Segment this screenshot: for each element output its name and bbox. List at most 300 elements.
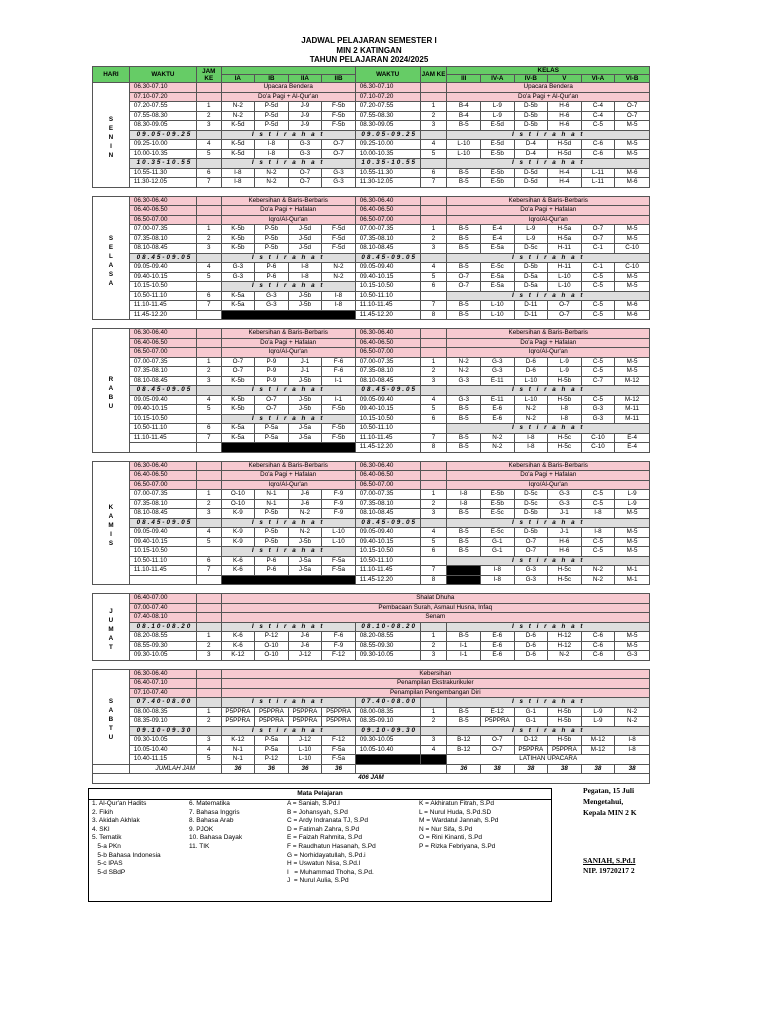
subject-cell-left: O-7 — [255, 405, 289, 415]
subject-cell-right: E-11 — [481, 395, 515, 405]
jam-ke-left — [196, 726, 221, 736]
activity-left: I s t i r a h a t — [221, 159, 355, 169]
jam-ke-left — [196, 159, 221, 169]
subject-cell-left: J-6 — [288, 641, 322, 651]
subject-cell-right: M-5 — [615, 641, 650, 651]
schedule-row — [93, 348, 650, 358]
jam-ke-left — [196, 698, 221, 708]
subject-cell-right: H-6 — [548, 111, 582, 121]
subject-cell-right: M-5 — [615, 632, 650, 642]
time-left: 06.40-06.50 — [129, 206, 196, 216]
time-right: 08.10-08.20 — [355, 622, 420, 632]
subject-cell-left: K-12 — [221, 651, 255, 661]
jam-ke-left — [196, 679, 221, 689]
time-left: 07.40-08.10 — [129, 613, 196, 623]
subject-cell-right: O-7 — [514, 547, 548, 557]
schedule-row — [93, 509, 650, 519]
jam-ke-right — [420, 622, 447, 632]
subject-cell-right: L-9 — [548, 357, 582, 367]
legend-item: N = Nur Sifa, S.Pd — [419, 825, 473, 833]
time-right: 06.40-06.50 — [355, 338, 420, 348]
activity-left: I s t i r a h a t — [221, 622, 355, 632]
jam-ke-left — [196, 386, 221, 396]
time-right: 09.40-10.15 — [355, 405, 420, 415]
schedule-row — [93, 338, 650, 348]
subject-cell-right: D-6 — [514, 632, 548, 642]
subject-cell-right: G-3 — [581, 405, 615, 415]
subject-cell-right: O-7 — [548, 310, 582, 320]
subject-cell-right: D-6 — [514, 367, 548, 377]
subject-cell-right: C-5 — [581, 547, 615, 557]
subject-cell-right: L-10 — [481, 310, 515, 320]
activity-right: I s t i r a h a t — [447, 253, 650, 263]
subject-cell-left: J-5b — [288, 376, 322, 386]
subject-cell-right: D-5b — [514, 509, 548, 519]
time-right: 11.45-12.20 — [355, 443, 420, 453]
activity-right: I s t i r a h a t — [447, 556, 650, 566]
subject-cell-right: M-12 — [615, 395, 650, 405]
activity-left: Iqro/Al-Qur'an — [221, 348, 355, 358]
schedule-row — [93, 679, 650, 689]
jam-ke-left — [196, 547, 221, 557]
schedule-row — [93, 736, 650, 746]
activity-right: I s t i r a h a t — [447, 424, 650, 434]
schedule-row — [93, 632, 650, 642]
subject-cell-right: B-5 — [447, 178, 481, 188]
header-class-right: IV-B — [514, 75, 548, 83]
subject-cell-left: P-5d — [255, 121, 289, 131]
time-right: 11.45-12.20 — [355, 575, 420, 585]
subject-cell-right: G-1 — [481, 547, 515, 557]
jam-ke-right — [420, 471, 447, 481]
subject-cell-right: B-5 — [447, 632, 481, 642]
jam-ke-right: 8 — [420, 575, 447, 585]
subject-cell-right: B-5 — [447, 301, 481, 311]
subject-cell-right: N-2 — [481, 433, 515, 443]
subject-cell-right: I-8 — [514, 433, 548, 443]
time-left: 10.00-10.35 — [129, 149, 196, 159]
subject-cell-left: J-12 — [288, 651, 322, 661]
schedule-row — [93, 168, 650, 178]
time-left: 10.15-10.50 — [129, 414, 196, 424]
jam-ke-right — [420, 291, 447, 301]
jam-ke-right: 2 — [420, 234, 447, 244]
document-title-block — [0, 36, 738, 65]
subject-cell-left: N-2 — [255, 168, 289, 178]
subject-cell-left: F-5a — [322, 745, 356, 755]
subject-cell-left: G-3 — [255, 301, 289, 311]
legend-item: H = Uswatun Nisa, S.Pd.I — [287, 860, 361, 868]
subject-cell-left: F-5b — [322, 102, 356, 112]
subject-cell-left: O-7 — [322, 149, 356, 159]
subject-cell-right: B-5 — [447, 263, 481, 273]
subject-cell-right: M-12 — [581, 736, 615, 746]
subject-cell-right: C-7 — [581, 376, 615, 386]
activity-left: Do'a Pagi + Hafalan — [221, 338, 355, 348]
activity-left: Kebersihan & Baris-Berbaris — [221, 461, 355, 471]
subject-cell-right: I-8 — [548, 414, 582, 424]
subject-cell-right: E-5c — [481, 509, 515, 519]
subject-cell-right: L-9 — [481, 111, 515, 121]
jam-ke-right — [420, 329, 447, 339]
schedule-row — [93, 301, 650, 311]
subject-cell-left: J-1 — [288, 367, 322, 377]
jam-ke-right: 1 — [420, 490, 447, 500]
subject-cell-right: G-3 — [481, 357, 515, 367]
time-right: 10.15-10.50 — [355, 414, 420, 424]
time-right: 11.10-11.45 — [355, 566, 420, 576]
subject-cell-right: D-5b — [514, 528, 548, 538]
time-left: 07.00-07.35 — [129, 357, 196, 367]
jam-ke-right: 1 — [420, 632, 447, 642]
jam-ke-right — [420, 196, 447, 206]
day-separator — [93, 452, 650, 461]
subject-cell-right: C-6 — [581, 632, 615, 642]
subject-cell-right: I-1 — [447, 641, 481, 651]
subject-cell-right: E-5c — [481, 263, 515, 273]
jam-ke-left: 6 — [196, 168, 221, 178]
subject-cell-right: C-5 — [581, 490, 615, 500]
time-right: 06.50-07.00 — [355, 348, 420, 358]
subject-cell-right: H-5b — [548, 717, 582, 727]
subject-cell-left: P-5b — [255, 528, 289, 538]
time-right: 09.05-09.25 — [355, 130, 420, 140]
subject-cell-right: E-4 — [615, 443, 650, 453]
jam-ke-left: 6 — [196, 424, 221, 434]
jam-ke-left: 6 — [196, 291, 221, 301]
subject-cell-left: N-2 — [288, 528, 322, 538]
time-right: 07.00-07.35 — [355, 357, 420, 367]
time-right: 09.05-09.40 — [355, 528, 420, 538]
jam-ke-left: 4 — [196, 528, 221, 538]
subject-cell-right: B-5 — [447, 717, 481, 727]
subject-cell-right: E-6 — [481, 641, 515, 651]
jam-ke-left — [196, 282, 221, 292]
jam-ke-right — [420, 348, 447, 358]
subject-cell-left: J-5b — [288, 291, 322, 301]
subject-cell-right: G-1 — [481, 537, 515, 547]
activity-right: I s t i r a h a t — [447, 518, 650, 528]
time-left: 11.10-11.45 — [129, 566, 196, 576]
subject-cell-right: I-1 — [447, 651, 481, 661]
subject-cell-right: E-5b — [481, 178, 515, 188]
activity-right: Iqro/Al-Qur'an — [447, 215, 650, 225]
activity-right: Kebersihan & Baris-Berbaris — [447, 329, 650, 339]
legend-item: 8. Bahasa Arab — [189, 817, 234, 825]
activity-left: Do'a Pagi + Hafalan — [221, 471, 355, 481]
time-right: 11.45-12.20 — [355, 310, 420, 320]
activity-left: I s t i r a h a t — [221, 253, 355, 263]
jam-ke-left: 5 — [196, 537, 221, 547]
activity-right: I s t i r a h a t — [447, 130, 650, 140]
subject-cell-right: G-3 — [514, 566, 548, 576]
legend-subjects-2 — [189, 800, 242, 852]
jumlah-left-value: 36 — [288, 764, 322, 774]
subject-cell-left: L-10 — [322, 528, 356, 538]
jumlah-left-value: 36 — [322, 764, 356, 774]
subject-cell-right: C-1 — [581, 263, 615, 273]
subject-cell-left: F-5d — [322, 234, 356, 244]
subject-cell-right: B-12 — [447, 745, 481, 755]
subject-cell-right: G-3 — [548, 499, 582, 509]
jumlah-label: JUMLAH JAM — [129, 764, 221, 774]
subject-cell-right: O-7 — [481, 745, 515, 755]
subject-cell-left: J-6 — [288, 632, 322, 642]
subject-cell-right: E-5b — [481, 168, 515, 178]
subject-cell-right: C-10 — [615, 244, 650, 254]
subject-cell-right: C-10 — [615, 263, 650, 273]
jam-ke-right: 2 — [420, 499, 447, 509]
subject-cell-left: P-12 — [255, 632, 289, 642]
subject-cell-left: I-8 — [221, 178, 255, 188]
jam-ke-left: 1 — [196, 102, 221, 112]
header-hari: HARI — [93, 67, 130, 83]
subject-cell-right: N-2 — [581, 575, 615, 585]
subject-cell-left: J-9 — [288, 111, 322, 121]
jam-ke-right: 5 — [420, 149, 447, 159]
subject-cell-right: C-5 — [581, 301, 615, 311]
schedule-row — [93, 622, 650, 632]
jam-ke-right — [420, 253, 447, 263]
subject-cell-right: B-5 — [447, 234, 481, 244]
subject-cell-right: L-9 — [481, 102, 515, 112]
activity-right: Kebersihan & Baris-Berbaris — [447, 461, 650, 471]
jam-ke-right: 5 — [420, 405, 447, 415]
subject-cell-left: K-5b — [221, 405, 255, 415]
jam-ke-right: 8 — [420, 443, 447, 453]
subject-cell-left: G-3 — [221, 272, 255, 282]
jam-ke-left — [196, 338, 221, 348]
time-left: 06.30-06.40 — [129, 329, 196, 339]
jam-ke-right: 6 — [420, 168, 447, 178]
subject-cell-right: D-5b — [514, 121, 548, 131]
subject-cell-right: L-10 — [548, 272, 582, 282]
activity-right: I s t i r a h a t — [447, 291, 650, 301]
jam-ke-left: 7 — [196, 301, 221, 311]
subject-cell-left: N-1 — [221, 745, 255, 755]
activity-left: Kebersihan & Baris-Berbaris — [221, 329, 355, 339]
jam-ke-left: 1 — [196, 707, 221, 717]
jam-ke-left: 7 — [196, 566, 221, 576]
subject-cell-right: D-11 — [514, 310, 548, 320]
legend-item: D = Fatimah Zahra, S.Pd — [287, 825, 360, 833]
activity-right: I s t i r a h a t — [447, 622, 650, 632]
time-left: 08.45-09.05 — [129, 518, 196, 528]
subject-cell-right: C-5 — [581, 395, 615, 405]
jam-ke-right: 4 — [420, 263, 447, 273]
day-separator — [93, 660, 650, 669]
subject-cell-left: F-6 — [322, 632, 356, 642]
signature-nip: NIP. 19720217 2 — [583, 866, 635, 875]
subject-cell-right: M-5 — [615, 140, 650, 150]
subject-cell-right: E-11 — [481, 376, 515, 386]
schedule-row — [93, 83, 650, 93]
subject-cell-left: N-1 — [255, 499, 289, 509]
subject-cell-right: M-5 — [615, 537, 650, 547]
subject-cell-right: G-3 — [581, 414, 615, 424]
jumlah-right-value: 36 — [447, 764, 481, 774]
schedule-row — [93, 566, 650, 576]
subject-cell-right: D-6 — [514, 651, 548, 661]
subject-cell-right: E-5b — [481, 499, 515, 509]
subject-cell-left: K-5a — [221, 291, 255, 301]
blank-black-cell — [221, 443, 355, 453]
subject-cell-left: N-2 — [322, 272, 356, 282]
subject-cell-left: L-10 — [288, 755, 322, 765]
subject-cell-left: O-10 — [255, 651, 289, 661]
subject-cell-right: D-5b — [514, 102, 548, 112]
day-label: S A B T U — [93, 669, 130, 764]
time-right: 09.30-10.05 — [355, 651, 420, 661]
time-right: 08.45-09.05 — [355, 518, 420, 528]
legend-item: F = Raudhatun Hasanah, S.Pd — [287, 842, 376, 850]
separator-cell — [93, 585, 650, 594]
subject-cell-right: C-4 — [581, 102, 615, 112]
subject-cell-right: M-12 — [581, 745, 615, 755]
time-left: 08.10-08.20 — [129, 622, 196, 632]
legend-teachers-1 — [287, 800, 376, 886]
subject-cell-right: C-5 — [581, 121, 615, 131]
subject-cell-right: L-9 — [514, 225, 548, 235]
subject-cell-right: C-6 — [581, 149, 615, 159]
activity-right: Iqro/Al-Qur'an — [447, 480, 650, 490]
jam-ke-right: 1 — [420, 102, 447, 112]
subject-cell-right: E-5b — [481, 149, 515, 159]
jam-ke-left: 3 — [196, 509, 221, 519]
subject-cell-left: I-8 — [322, 301, 356, 311]
subject-cell-right: E-6 — [481, 414, 515, 424]
time-left: 08.00-08.35 — [129, 707, 196, 717]
schedule-row — [93, 244, 650, 254]
jumlah-left-value: 36 — [255, 764, 289, 774]
jam-ke-right: 3 — [420, 121, 447, 131]
time-left: 07.10-07.40 — [129, 688, 196, 698]
subject-cell-left: N-2 — [221, 111, 255, 121]
subject-cell-right: E-5a — [481, 272, 515, 282]
time-left: 08.10-08.45 — [129, 244, 196, 254]
signature-name: SANIAH, S.Pd.I — [583, 856, 636, 865]
subject-cell-right: M-1 — [615, 566, 650, 576]
subject-cell-right: N-2 — [447, 357, 481, 367]
subject-cell-right: L-9 — [581, 717, 615, 727]
time-left: 09.30-10.05 — [129, 651, 196, 661]
schedule-row — [93, 528, 650, 538]
subject-cell-right: L-10 — [548, 282, 582, 292]
subject-cell-right: B-5 — [447, 121, 481, 131]
day-separator — [93, 320, 650, 329]
schedule-row — [93, 225, 650, 235]
header-class-right: V — [548, 75, 582, 83]
schedule-row — [93, 291, 650, 301]
subject-cell-right: D-5c — [514, 244, 548, 254]
subject-cell-right: M-5 — [615, 357, 650, 367]
jam-ke-left — [196, 196, 221, 206]
jam-ke-left: 3 — [196, 244, 221, 254]
jam-ke-right: 2 — [420, 111, 447, 121]
time-left: 07.20-07.55 — [129, 102, 196, 112]
subject-cell-right: B-5 — [447, 537, 481, 547]
time-left: 08.10-08.45 — [129, 376, 196, 386]
subject-cell-right: P5PPRA — [514, 745, 548, 755]
subject-cell-right: B-4 — [447, 102, 481, 112]
time-right: 10.05-10.40 — [355, 745, 420, 755]
subject-cell-right: E-5a — [481, 282, 515, 292]
subject-cell-right: E-12 — [481, 707, 515, 717]
activity-left: Iqro/Al-Qur'an — [221, 215, 355, 225]
subject-cell-right: N-2 — [514, 414, 548, 424]
schedule-row — [93, 594, 650, 604]
subject-cell-left: N-1 — [221, 755, 255, 765]
subject-cell-left: J-5b — [288, 537, 322, 547]
day-separator — [93, 585, 650, 594]
subject-cell-right: M-5 — [615, 234, 650, 244]
subject-cell-right: C-5 — [581, 499, 615, 509]
activity-full: Kebersihan — [221, 669, 649, 679]
legend-item: 5-c IPAS — [92, 860, 123, 868]
jam-ke-left: 1 — [196, 632, 221, 642]
subject-cell-right: E-4 — [615, 433, 650, 443]
time-left: 06.30-06.40 — [129, 196, 196, 206]
subject-cell-right: I-8 — [447, 490, 481, 500]
subject-cell-right: N-2 — [548, 651, 582, 661]
header-class-left: IIA — [288, 75, 322, 83]
time-left: 08.45-09.05 — [129, 386, 196, 396]
jumlah-blank — [355, 764, 447, 774]
subject-cell-right: D-12 — [514, 736, 548, 746]
subject-cell-left: P-5b — [255, 537, 289, 547]
activity-left: I s t i r a h a t — [221, 386, 355, 396]
subject-cell-left: P-12 — [255, 755, 289, 765]
schedule-row — [93, 613, 650, 623]
subject-cell-left: P-5b — [255, 225, 289, 235]
subject-cell-right: G-1 — [514, 707, 548, 717]
subject-cell-left: K-9 — [221, 537, 255, 547]
subject-cell-right: M-11 — [615, 405, 650, 415]
subject-cell-right: B-12 — [447, 736, 481, 746]
signature-mengetahui: Mengetahui, — [583, 797, 624, 806]
day-label: J U M A T — [93, 594, 130, 661]
subject-cell-left: P-5a — [255, 424, 289, 434]
jam-ke-left: 5 — [196, 149, 221, 159]
jam-ke-right: 2 — [420, 717, 447, 727]
schedule-row — [93, 367, 650, 377]
activity-full: Shalat Dhuha — [221, 594, 649, 604]
jam-ke-left: 3 — [196, 651, 221, 661]
header-class-right: VI-A — [581, 75, 615, 83]
subject-cell-right: E-6 — [481, 632, 515, 642]
subject-cell-right: M-5 — [615, 547, 650, 557]
jam-ke-left — [196, 603, 221, 613]
header-waktu-right: WAKTU — [355, 67, 420, 83]
blank-black-cell — [221, 310, 355, 320]
subject-cell-right: M-5 — [615, 282, 650, 292]
legend-item: A = Saniah, S.Pd.I — [287, 800, 340, 807]
subject-cell-right: E-4 — [481, 225, 515, 235]
activity-left: I s t i r a h a t — [221, 698, 355, 708]
time-left: 10.50-11.10 — [129, 291, 196, 301]
separator-cell — [93, 660, 650, 669]
time-left: 09.40-10.15 — [129, 405, 196, 415]
subject-cell-left: F-5b — [322, 111, 356, 121]
subject-cell-right: E-6 — [481, 405, 515, 415]
time-right: 08.55-09.30 — [355, 641, 420, 651]
schedule-row — [93, 575, 650, 585]
time-left: 06.50-07.00 — [129, 215, 196, 225]
jam-ke-right: 1 — [420, 225, 447, 235]
time-right: 08.35-09.10 — [355, 717, 420, 727]
subject-cell-right: B-5 — [447, 168, 481, 178]
legend-item: 2. Fikih — [92, 808, 113, 816]
